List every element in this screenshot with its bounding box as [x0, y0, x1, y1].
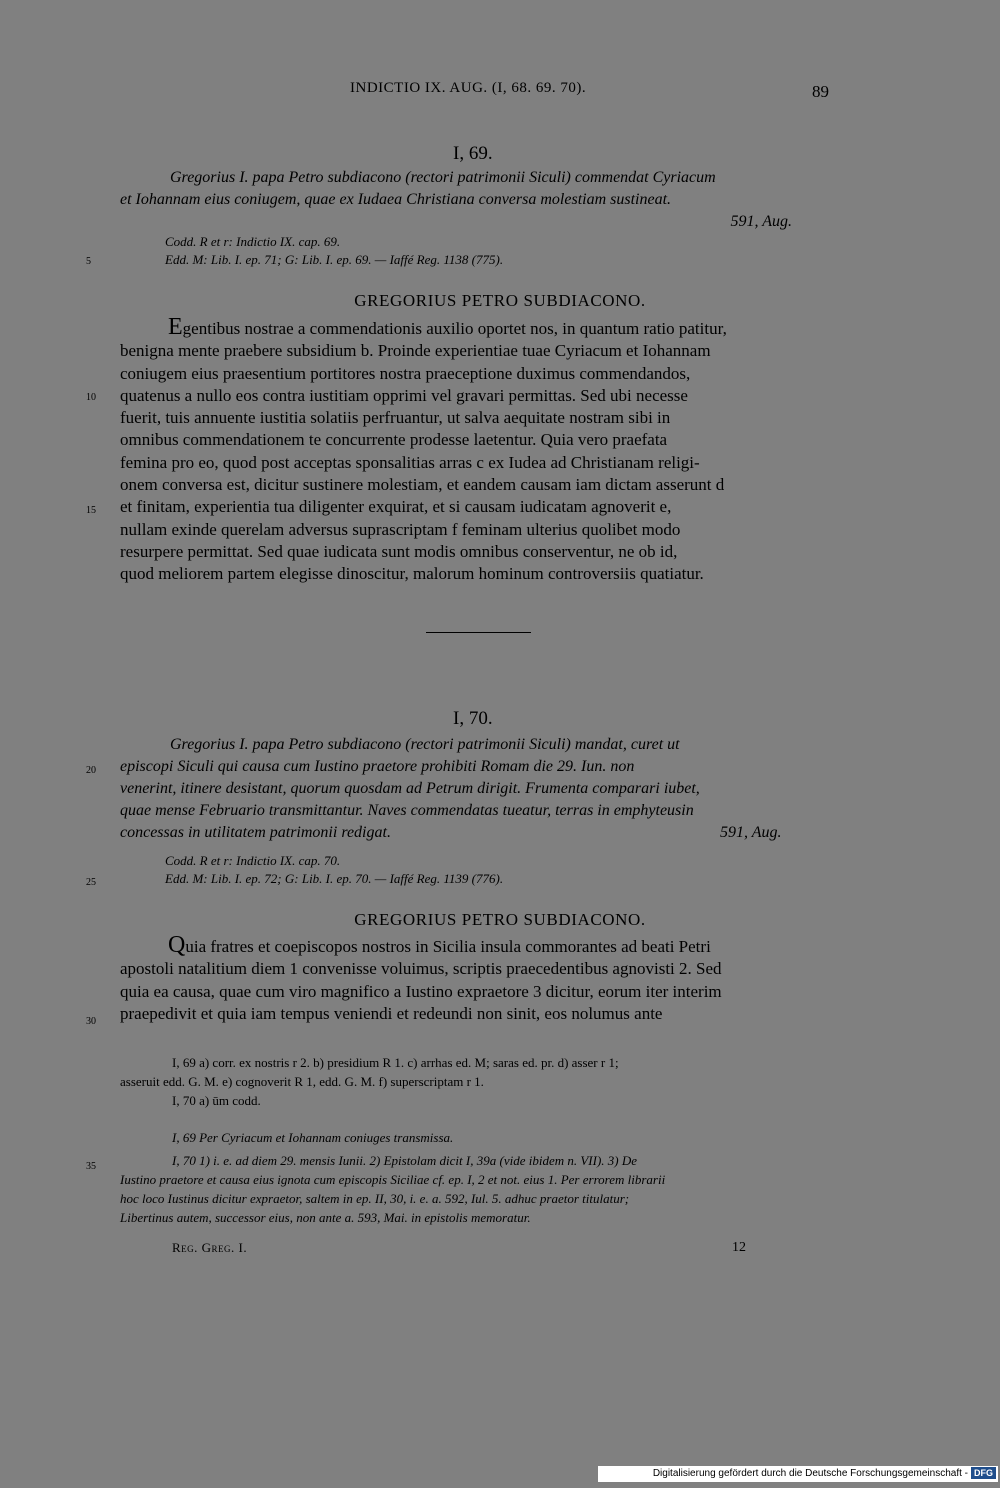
letter-body-70 [120, 934, 832, 1025]
dfg-logo-icon: DFG [971, 1467, 996, 1479]
codices-69: Codd. R et r: Indictio IX. cap. 69. [165, 234, 341, 249]
note-line: asseruit edd. G. M. e) cognoverit R 1, edd. G. M. f) superscriptam r 1. [120, 1074, 484, 1089]
letter-number-70: I, 70. [453, 708, 493, 729]
letter-number-69: I, 69. [453, 143, 493, 164]
dropcap: Q [168, 932, 186, 958]
body-line: nullam exinde querelam adversus suprascriptam f feminam ulterius quolibet modo [120, 519, 681, 539]
running-head: INDICTIO IX. AUG. (I, 68. 69. 70). [350, 80, 587, 96]
body-line: Egentibus nostrae a commendationis auxilio oportet nos, in quantum ratio patitur, [168, 314, 727, 340]
note-line: I, 70 1) i. e. ad diem 29. mensis Iunii. 2) Epistolam dicit I, 39a (vide ibidem n. VII). 3) De [172, 1153, 638, 1168]
body-line: coniugem eius praesentium portitores nostra praeceptione duximus commendandos, [120, 363, 691, 383]
margin-line-number: 25 [86, 877, 96, 888]
margin-line-number: 30 [86, 1016, 96, 1027]
margin-line-number: 35 [86, 1161, 96, 1172]
gathering-number: 12 [732, 1240, 746, 1255]
body-line: quatenus a nullo eos contra iustitiam opprimi vel gravari permittas. Sed ubi necesse [120, 385, 688, 405]
note-line: hoc loco Iustinus dicitur expraetor, saltem in ep. II, 30, i. e. a. 592, Iul. 5. adhuc praetor titulatur; [120, 1191, 630, 1206]
body-line: omnibus commendationem te concurrente prodesse laetentur. Quia vero praefata [120, 430, 668, 450]
body-line: onem conversa est, dicitur sustinere molestiam, et eandem causam iam dictam asserunt d [120, 475, 725, 495]
summary-line: Gregorius I. papa Petro subdiacono (rectori patrimonii Siculi) mandat, curet ut [170, 736, 680, 753]
body-line: et finitam, experientia tua diligenter exquirat, et si causam iudicatam agnoverit e, [120, 497, 672, 517]
section-divider [426, 632, 531, 633]
summary-line: Gregorius I. papa Petro subdiacono (rectori patrimonii Siculi) commendat Cyriacum [170, 169, 716, 186]
note-line: I, 70 a) ūm codd. [172, 1093, 261, 1108]
letter-heading-69: GREGORIUS PETRO SUBDIACONO. [354, 291, 646, 310]
body-line: benigna mente praebere subsidium b. Proinde experientiae tuae Cyriacum et Iohannam [120, 341, 711, 361]
body-line: quod meliorem partem elegisse dinoscitur, malorum hominum controversiis quatiatur. [120, 564, 704, 584]
critical-notes [120, 1053, 832, 1110]
editions-69: Edd. M: Lib. I. ep. 71; G: Lib. I. ep. 69. — Iaffé Reg. 1138 (775). [165, 252, 504, 267]
summary-date: 591, Aug. [730, 213, 792, 230]
margin-line-number: 5 [86, 256, 91, 267]
body-line: Quia fratres et coepiscopos nostros in Sicilia insula commorantes ad beati Petri [168, 932, 711, 958]
margin-line-number: 15 [86, 505, 96, 516]
dfg-credit-bar[interactable] [598, 1466, 998, 1482]
signature-mark: Reg. Greg. I. [172, 1240, 248, 1255]
note-line: I, 69 Per Cyriacum et Iohannam coniuges transmissa. [172, 1130, 454, 1145]
letter-heading-70: GREGORIUS PETRO SUBDIACONO. [354, 910, 646, 929]
summary-line: et Iohannam eius coniugem, quae ex Iudaea Christiana conversa molestiam sustineat. [120, 191, 672, 208]
summary-line: quae mense Februario transmittantur. Naves commendatas tueatur, terras in emphyteusin [120, 802, 694, 819]
summary-line: concessas in utilitatem patrimonii redigat. 591, Aug. [120, 822, 832, 844]
body-line: quia ea causa, quae cum viro magnifico a Iustino expraetore 3 dicitur, eorum iter interim [120, 981, 722, 1001]
body-line: femina pro eo, quod post acceptas sponsalitias arras c ex Iudea ad Christianam religi- [120, 452, 700, 472]
body-line: praepedivit et quia iam tempus veniendi et redeundi non sinit, eos nolumus ante [120, 1003, 663, 1023]
codices-70: Codd. R et r: Indictio IX. cap. 70. [165, 853, 341, 868]
body-line: resurpere permittat. Sed quae iudicata sunt modis omnibus conserventur, ne ob id, [120, 541, 678, 561]
dfg-credit-text: Digitalisierung gefördert durch die Deutsche Forschungsgemeinschaft - [652, 1468, 968, 1479]
note-line: I, 69 a) corr. ex nostris r 2. b) presidium R 1. c) arrhas ed. M; saras ed. pr. d) asser r 1; [172, 1055, 619, 1070]
summary-line: episcopi Siculi qui causa cum Iustino praetore prohibiti Romam die 29. Iun. non [120, 758, 635, 775]
page-number: 89 [812, 82, 829, 101]
note-line: Libertinus autem, successor eius, non ante a. 593, Mai. in epistolis memoratur. [120, 1210, 531, 1225]
summary-line: venerint, itinere desistant, quorum quosdam ad Petrum dirigit. Frumenta comparari iubet, [120, 780, 700, 797]
note-line: Iustino praetore et causa eius ignota cum episcopis Siciliae cf. ep. I, 2 et not. eius 1. Per errorem librarii [120, 1172, 666, 1187]
explanatory-notes [120, 1128, 832, 1227]
margin-line-number: 20 [86, 765, 96, 776]
letter-body-69 [120, 316, 832, 586]
summary-70 [120, 734, 832, 844]
editions-70: Edd. M: Lib. I. ep. 72; G: Lib. I. ep. 70. — Iaffé Reg. 1139 (776). [165, 871, 504, 886]
dropcap: E [168, 314, 183, 340]
body-line: fuerit, tuis annuente iustitia solatiis perfruantur, ut salva aequitate nostram sibi in [120, 408, 671, 428]
body-line: apostoli natalitium diem 1 convenisse voluimus, scriptis praecedentibus agnovisti 2. Sed [120, 959, 722, 979]
summary-69 [120, 167, 832, 233]
summary-date: 591, Aug. [720, 824, 782, 841]
margin-line-number: 10 [86, 392, 96, 403]
